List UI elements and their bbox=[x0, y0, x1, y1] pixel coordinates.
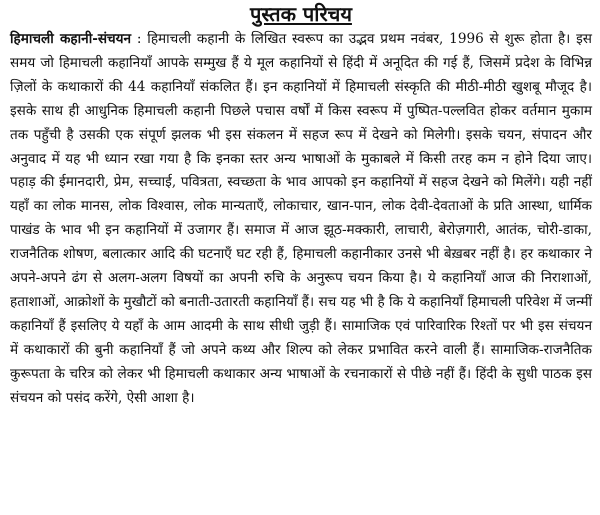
lead-label: हिमाचली कहानी-संचयन bbox=[10, 31, 132, 47]
body-text: हिमाचली कहानी के लिखित स्वरूप का उद्भव प्रथम नवंबर, 1996 से शुरू होता है। इस समय जो हिमाचली कहानियाँ आपके सम्मुख हैं ये मूल कहानियों से हिंदी में अनूदित की गई हैं, जिसमें प्रदेश के विभिन्न ज़िलों के कथाकारों की 44 कहानियाँ संकलित हैं। इन कहानियों में हिमाचली संस्कृति की मीठी-मीठी खुशबू मौजूद है। इसके साथ ही आधुनिक हिमाचली कहानी पिछले पचास वर्षों में किस स्वरूप में पुष्पित-पल्लवित होकर वर्तमान मुकाम तक पहुँची है उसकी एक संपूर्ण झलक भी इस संकलन में सहज रूप में देखने को मिलेगी। इसके चयन, संपादन और अनुवाद में यह भी ध्यान रखा गया है कि इनका स्तर अन्य भाषाओं के मुकाबले में किसी तरह कम न होने दिया जाए। पहाड़ की ईमानदारी, प्रेम, सच्चाई, पवित्रता, स्वच्छता के भाव आपको इन कहानियों में सहज देखने को मिलेंगे। यही नहीं यहाँ का लोक मानस, लोक विश्वास, लोक मान्यताएँ, लोकाचार, खान-पान, लोक देवी-देवताओं के प्रति आस्था, धार्मिक पाखंड के भाव भी इन कहानियों में उजागर हैं। समाज में आज झूठ-मक्कारी, लाचारी, बेरोज़गारी, आतंक, चोरी-डाका, राजनैतिक शोषण, बलात्कार आदि की घटनाएँ घट रही हैं, हिमाचली कहानीकार उनसे भी बेख़बर नहीं है। हर कथाकार ने अपने-अपने ढंग से अलग-अलग विषयों का अपनी रुचि के अनुरूप चयन किया है। ये कहानियाँ आज की निराशाओं, हताशाओं, आक्रोशों के मुखौटों को बनाती-उतारती कहानियाँ हैं। सच यह भी है कि ये कहानियाँ हिमाचली परिवेश में जन्मीं कहानियाँ हैं इसलिए ये यहाँ के आम आदमी के साथ सीधी जुड़ी हैं। सामाजिक एवं पारिवारिक रिश्तों पर भी इस संचयन में कथाकारों की बुनी कहानियाँ हैं जो अपने कथ्य और शिल्प को लेकर प्रभावित करने वाली हैं। सामाजिक-राजनैतिक कुरूपता के चरित्र को लेकर भी हिमाचली कथाकार अन्य भाषाओं के रचनाकारों से पीछे नहीं हैं। हिंदी के सुधी पाठक इस संचयन को पसंद करेंगे, ऐसी आशा है। bbox=[10, 31, 592, 406]
lead-separator: : bbox=[131, 31, 148, 47]
page-title: पुस्तक परिचय bbox=[250, 2, 352, 26]
body-paragraph bbox=[10, 28, 592, 411]
